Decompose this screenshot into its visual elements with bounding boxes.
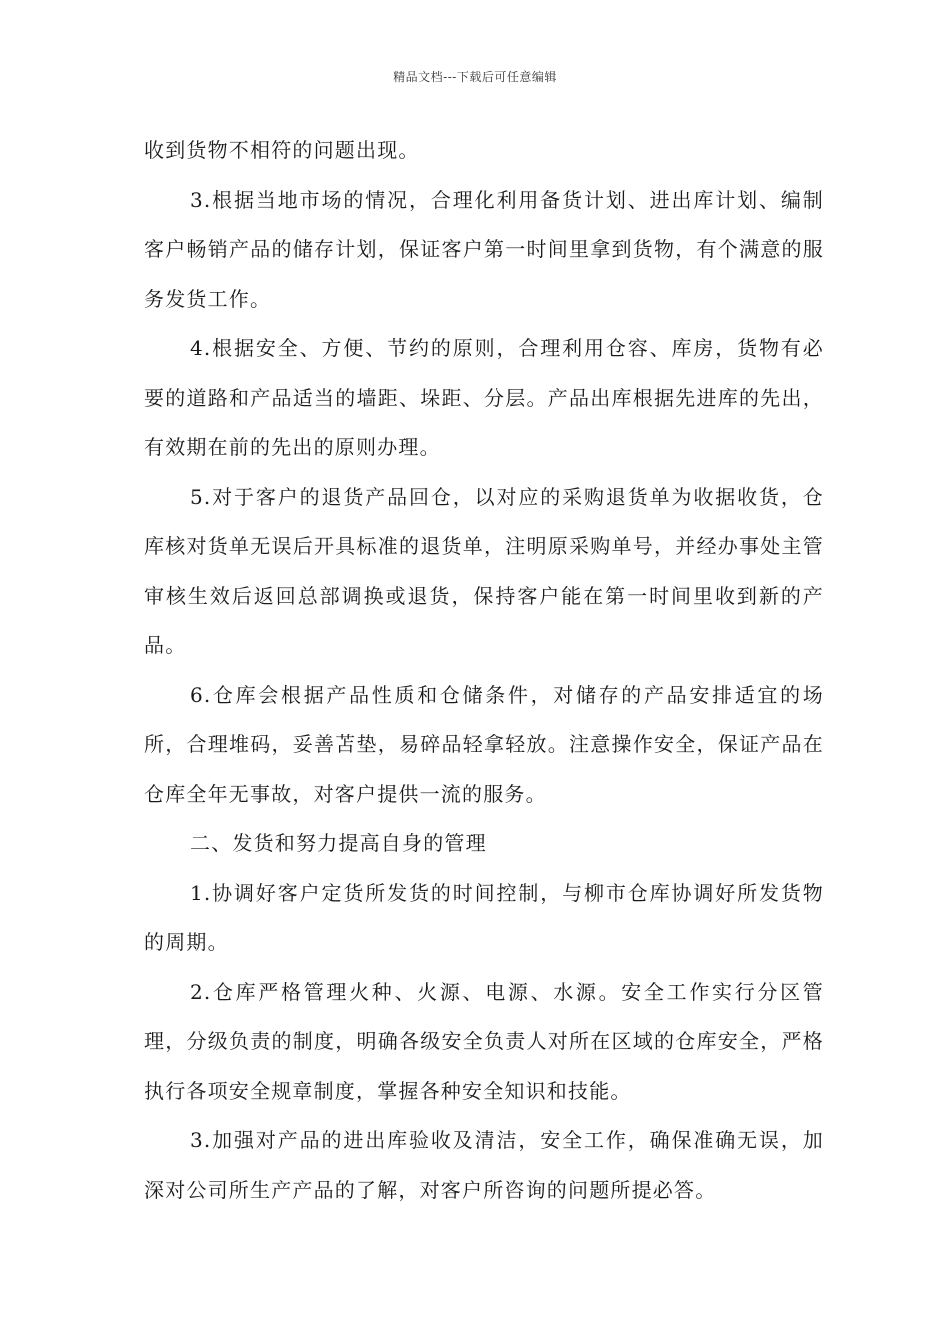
paragraph: 1.协调好客户定货所发货的时间控制，与柳市仓库协调好所发货物的周期。 [144, 880, 824, 954]
paragraph: 3.根据当地市场的情况，合理化利用备货计划、进出库计划、编制客户畅销产品的储存计划，保证客户第一时间里拿到货物，有个满意的服务发货工作。 [144, 187, 824, 311]
paragraph: 3.加强对产品的进出库验收及清洁，安全工作，确保准确无误，加深对公司所生产产品的了解，对客户所咨询的问题所提必答。 [144, 1128, 824, 1202]
page-header: 精品文档---下载后可任意编辑 [393, 70, 557, 84]
paragraph: 4.根据安全、方便、节约的原则，合理利用仓容、库房，货物有必要的道路和产品适当的墙距、垛距、分层。产品出库根据先进库的先出，有效期在前的先出的原则办理。 [144, 336, 824, 459]
paragraph: 收到货物不相符的问题出现。 [144, 138, 420, 162]
paragraph: 2.仓库严格管理火种、火源、电源、水源。安全工作实行分区管理，分级负责的制度，明确各级安全负责人对所在区域的仓库安全，严格执行各项安全规章制度，掌握各种安全知识和技能。 [144, 979, 824, 1103]
paragraph: 5.对于客户的退货产品回仓，以对应的采购退货单为收据收货，仓库核对货单无误后开具标准的退货单，注明原采购单号，并经办事处主管审核生效后返回总部调换或退货，保持客户能在第一时间里收到新的产品。 [144, 484, 824, 657]
section-heading: 二、发货和努力提高自身的管理 [190, 831, 487, 855]
paragraph: 6.仓库会根据产品性质和仓储条件，对储存的产品安排适宜的场所，合理堆码，妥善苫垫，易碎品轻拿轻放。注意操作安全，保证产品在仓库全年无事故，对客户提供一流的服务。 [144, 682, 824, 806]
document-body [144, 126, 824, 1215]
